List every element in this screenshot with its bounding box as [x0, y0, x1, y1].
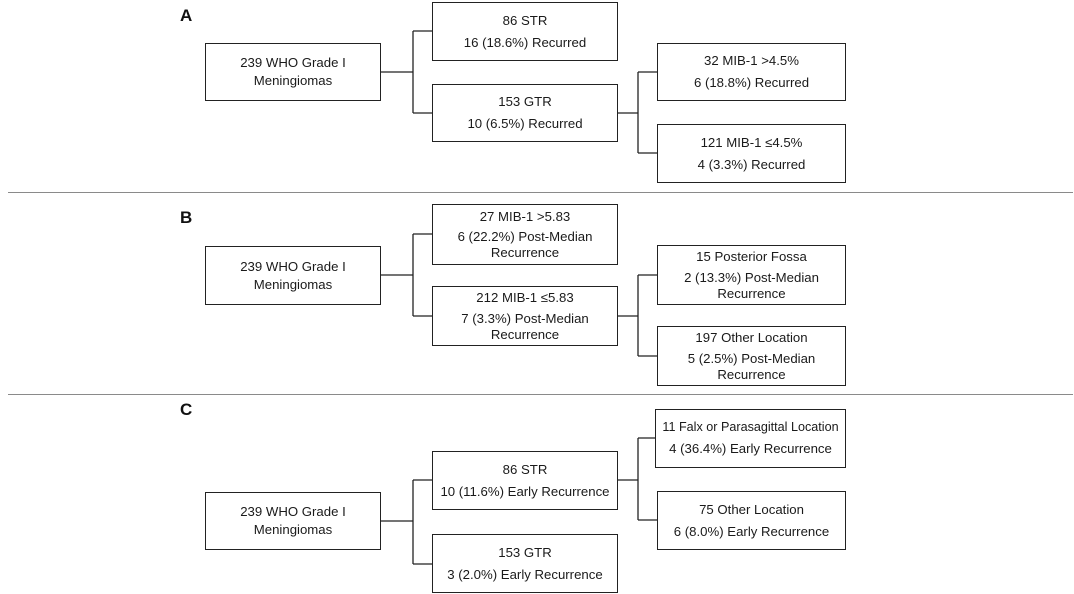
node-outcome: 2 (13.3%) Post-Median Recurrence: [684, 269, 819, 301]
panel-divider-1: [8, 192, 1073, 193]
node-count: 153 GTR: [498, 544, 552, 560]
node-outcome: 6 (8.0%) Early Recurrence: [673, 523, 830, 539]
node-count: 153 GTR: [498, 94, 552, 110]
node-outcome: 10 (6.5%) Recurred: [467, 116, 583, 131]
panel-b-mib-low-node: [432, 286, 618, 346]
node-count: 27 MIB-1 >5.83: [479, 208, 571, 224]
node-outcome: 10 (11.6%) Early Recurrence: [440, 483, 610, 499]
panel-a-mib-low-node: [657, 124, 846, 183]
node-outcome: 6 (18.8%) Recurred: [693, 75, 810, 90]
panel-b-label: B: [180, 208, 193, 227]
node-count: 197 Other Location: [695, 330, 808, 345]
node-outcome: 4 (36.4%) Early Recurrence: [669, 441, 832, 457]
panel-c-gtr-node: [432, 534, 618, 593]
node-outcome: 4 (3.3%) Recurred: [697, 156, 806, 172]
panel-c-falx-node: [655, 409, 846, 468]
node-count: 15 Posterior Fossa: [696, 249, 807, 264]
node-subtitle: Meningiomas: [253, 522, 333, 537]
node-count: 11 Falx or Parasagittal Location: [662, 420, 839, 435]
panel-c-root-node: [205, 492, 381, 550]
panel-b-posterior-fossa-node: [657, 245, 846, 305]
node-count: 121 MIB-1 ≤4.5%: [700, 134, 803, 150]
node-outcome: 7 (3.3%) Post-Median Recurrence: [461, 310, 589, 342]
panel-c-label: C: [180, 400, 193, 419]
node-count: 212 MIB-1 ≤5.83: [476, 290, 574, 305]
panel-c-str-node: [432, 451, 618, 510]
panel-b-other-location-node: [657, 326, 846, 386]
node-subtitle: Meningiomas: [253, 276, 333, 292]
node-outcome: 6 (22.2%) Post-Median Recurrence: [457, 229, 593, 261]
node-count: 32 MIB-1 >4.5%: [704, 53, 799, 69]
node-count: 86 STR: [502, 12, 548, 28]
panel-a-str-node: [432, 2, 618, 61]
panel-c-other-location-node: [657, 491, 846, 550]
node-outcome: 5 (2.5%) Post-Median Recurrence: [687, 350, 816, 382]
panel-a-label: A: [180, 6, 193, 25]
node-title: 239 WHO Grade I: [240, 55, 346, 71]
panel-a-root-node: [205, 43, 381, 101]
panel-a-gtr-node: [432, 84, 618, 142]
node-count: 86 STR: [502, 461, 548, 477]
node-subtitle: Meningiomas: [253, 73, 333, 88]
node-title: 239 WHO Grade I: [240, 258, 346, 274]
node-outcome: 16 (18.6%) Recurred: [463, 34, 587, 50]
node-count: 75 Other Location: [699, 501, 804, 517]
panel-divider-2: [8, 394, 1073, 395]
panel-a-mib-high-node: [657, 43, 846, 101]
node-title: 239 WHO Grade I: [240, 504, 346, 520]
panel-b-mib-high-node: [432, 204, 618, 265]
node-outcome: 3 (2.0%) Early Recurrence: [447, 566, 603, 582]
panel-b-root-node: [205, 246, 381, 305]
